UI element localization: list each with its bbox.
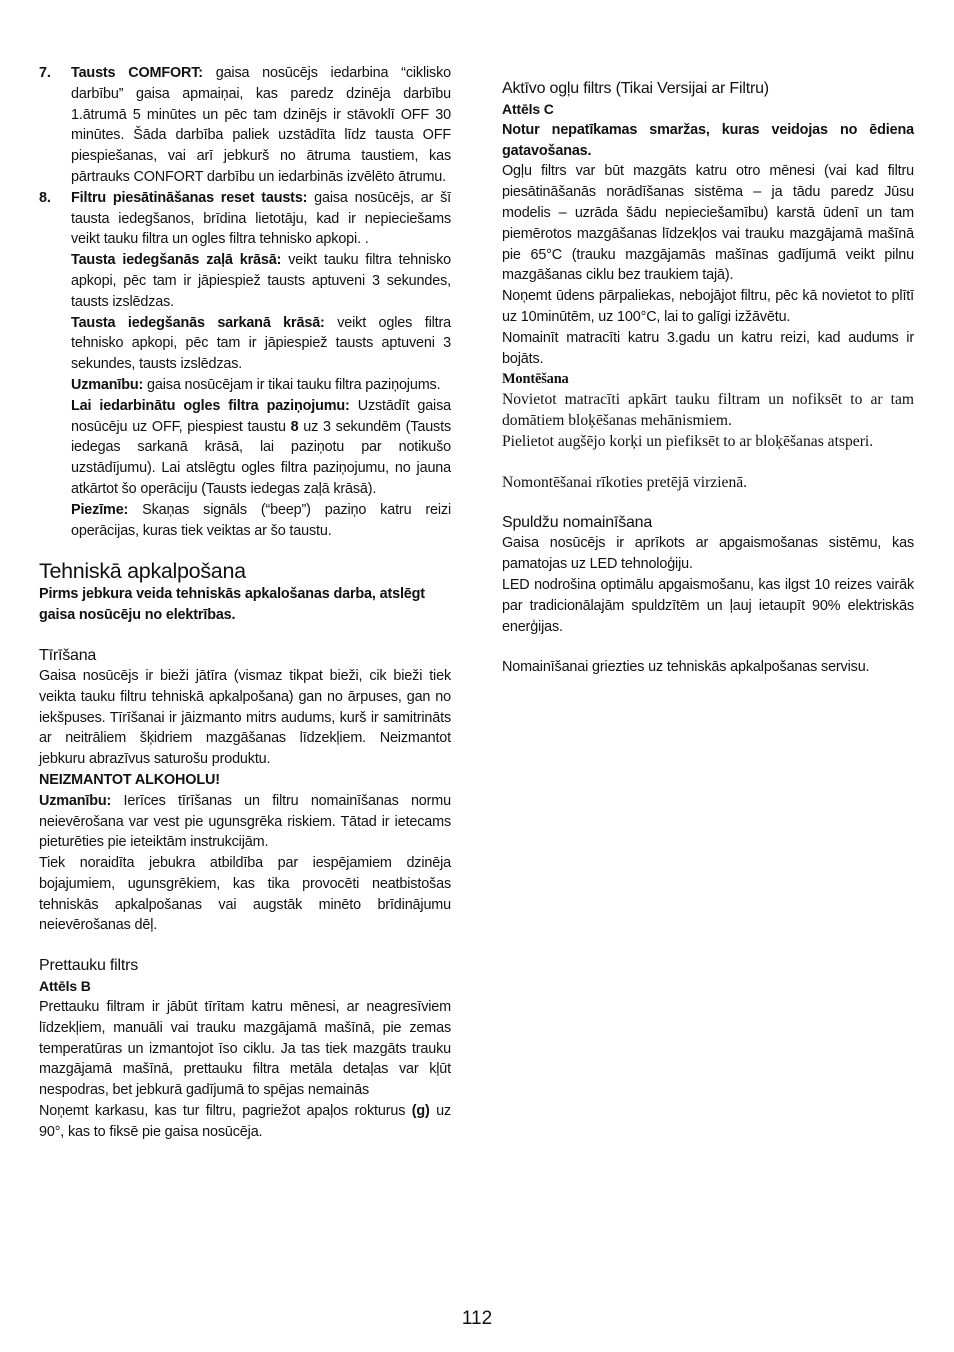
carbon-figure-ref: Attēls C xyxy=(502,101,554,117)
cleaning-attention-label: Uzmanību: xyxy=(39,792,112,809)
red-light-text: veikt ogles filtra tehnisko apkopi, pēc tam ir jāpiespiež tausts aptuveni 3 sekundes, tausts izslēdzas. xyxy=(71,314,452,373)
led-paragraph: LED nodrošina optimālu apgaismošanu, kas ilgst 10 reizes vairāk par tradicionālajām spuldzītēm un ļauj ietaupīt 90% elektriskās enerģijas. xyxy=(502,576,914,635)
grease-removal-text-cont: uz 90°, kas to fiksē pie gaisa nosūcēja. xyxy=(39,1103,451,1140)
green-light-label: Tausta iedegšanās zaļā krāsā: xyxy=(71,252,282,269)
note-text: Skaņas signāls (“beep”) paziņo katru reizi operācijas, kuras tiek veiktas ar šo taustu. xyxy=(71,501,451,539)
liability-paragraph: Tiek noraidīta jebukra atbildība par iespējamiem dzinēja bojajumiem, ugunsgrēkiem, kas tika provocēti neatbistošas tehniskās apkalpošanas vai augstāk minēto brīdinājumu neievērošanas dēļ. xyxy=(39,855,451,934)
activate-paragraph xyxy=(71,396,451,500)
no-alcohol-warning: NEIZMANTOT ALKOHOLU! xyxy=(39,771,220,788)
filter-reset-paragraph xyxy=(71,188,451,250)
carbon-summary: Notur nepatīkamas smaržas, kuras veidojas no ēdiena gatavošanas. xyxy=(502,121,914,159)
green-light-text: veikt tauku filtra tehnisko apkopi, pēc tam ir jāpiespiež tausts aptuveni 3 sekundes, tausts izslēdzas. xyxy=(71,252,451,310)
filter-reset-label: Filtru piesātināšanas reset tausts: xyxy=(71,189,308,206)
activate-key: 8 xyxy=(290,418,299,435)
carbon-replace-paragraph: Nomainīt matracīti katru 3.gadu un katru reizi, kad audums ir bojāts. xyxy=(502,329,914,367)
red-light-paragraph xyxy=(71,313,451,375)
red-light-label: Tausta iedegšanās sarkanā krāsā: xyxy=(71,314,325,331)
right-column xyxy=(502,79,914,678)
bulbs-heading: Spuldžu nomainīšana xyxy=(502,514,653,532)
activate-text: Uzstādīt gaisa nosūcēju uz OFF, piespiest taustu xyxy=(71,397,451,435)
attention-text: gaisa nosūcējam ir tikai tauku filtra paziņojums. xyxy=(143,376,441,393)
bulbs-paragraph: Gaisa nosūcējs ir aprīkots ar apgaismošanas sistēmu, kas pamatojas uz LED tehnoloģiju. xyxy=(502,535,914,573)
carbon-drying-paragraph: Noņemt ūdens pārpaliekas, nebojājot filtru, pēc kā novietot to plītī uz 10minūtēm, uz 100°C, lai to galīgi izžāvētu. xyxy=(502,288,914,325)
green-light-paragraph xyxy=(71,250,451,312)
list-number: 7. xyxy=(39,65,51,81)
attention-label: Uzmanību: xyxy=(71,376,144,393)
grease-removal-text: Noņemt karkasu, kas tur filtru, pagriežot apaļos rokturus xyxy=(39,1103,412,1120)
grease-paragraph: Prettauku filtram ir jābūt tīrītam katru mēnesi, ar neagresīviem līdzekļiem, manuāli vai trauku mazgājamā mašīnā, pie zemas temperatūras un izmantojot īso ciklu. Ja tas tiek mazgāts trauku mazgājamā mašīnā, prettauku filtra metāla detaļas var kļūt nespodras, bet jebkurā gadījumā to spējas nemainās xyxy=(39,999,451,1099)
comfort-text: gaisa nosūcējs iedarbina “ciklisko darbību” gaisa apmaiņai, kas paredz dzinēja darbību 1.ātrumā 5 minūtes un pēc tam dzinējs ir stāvoklī OFF 30 minūtes. Šāda darbība paliek uzstādīta līdz tausta OFF piespiešanas, vai arī jebkurš no ātruma taustiem, kas pārtrauks CONFORT darbību un iedarbinās izvēlēto ātrumu. xyxy=(71,65,451,185)
comfort-paragraph xyxy=(71,63,451,188)
list-item-comfort xyxy=(39,63,451,188)
left-column xyxy=(39,63,451,1143)
list-number: 8. xyxy=(39,189,51,206)
list-item-filter-reset xyxy=(39,188,451,542)
mounting-heading: Montēšana xyxy=(502,371,569,388)
grease-filter-heading: Prettauku filtrs xyxy=(39,957,139,975)
grease-figure-ref: Attēls B xyxy=(39,978,91,995)
filter-reset-text: gaisa nosūcējs, ar šī tausta iedegšanos, brīdina lietotāju, kad ir nepieciešams veikt tauku filtra un ogles filtra tehnisko apkopi. . xyxy=(71,189,451,248)
comfort-label: Tausts COMFORT: xyxy=(71,65,203,81)
attention-paragraph xyxy=(71,375,451,396)
dismounting-paragraph: Nomontēšanai rīkoties pretējā virzienā. xyxy=(502,474,748,492)
service-paragraph: Nomainīšanai griezties uz tehniskās apkalpošanas servisu. xyxy=(502,659,870,676)
note-label: Piezīme: xyxy=(71,501,129,518)
mounting-paragraph: Novietot matracīti apkārt tauku filtram un nofiksēt to ar tam domātiem bloķēšanas mehānismiem. xyxy=(502,391,914,430)
mounting-paragraph-2: Pielietot augšējo korķi un piefiksēt to ar bloķēšanas atsperi. xyxy=(502,433,874,451)
carbon-filter-heading: Aktīvo ogļu filtrs (Tikai Versijai ar Filtru) xyxy=(502,80,769,97)
note-paragraph xyxy=(71,500,451,542)
page-number: 112 xyxy=(461,1308,493,1329)
grease-removal-paragraph xyxy=(39,1101,451,1143)
cleaning-attention-text: Ierīces tīrīšanas un filtru nomainīšanas normu neievērošana var vest pie ugunsgrēka riskiem. Tātad ir ietecams pieturēties pie ieteiktām instrukcijām. xyxy=(39,792,451,851)
maintenance-warning: Pirms jebkura veida tehniskās apkalošanas darba, atslēgt gaisa nosūcēju no elektrības. xyxy=(39,586,425,624)
activate-text-cont: uz 3 sekundēm (Tausts iedegas sarkanā krāsā, lai paziņotu par notikušo uzstādījumu). Lai atslēgtu ogles filtra paziņojumu, no jauna atkārtot šo operāciju (Tausts iedegas zaļā krāsā). xyxy=(71,418,451,497)
cleaning-attention-paragraph xyxy=(39,791,451,853)
maintenance-heading: Tehniskā apkalpošana xyxy=(39,559,246,584)
grease-knob-ref: (g) xyxy=(411,1103,430,1120)
cleaning-paragraph: Gaisa nosūcējs ir bieži jātīra (vismaz tikpat bieži, cik bieži tiek veikta tauku filtru tehniskā apkalpošana) gan no ārpuses, gan no iekšpuses. Tīrīšanai ir jāizmanto mitrs audums, kurš ir samitrināts ar neitrāliem šķidriem mazgāšanas līdzekļiem. Neizmantot jebkuru abrazīvus saturošu produktu. xyxy=(39,667,451,768)
cleaning-heading: Tīrīšana xyxy=(39,646,97,664)
activate-label: Lai iedarbinātu ogles filtra paziņojumu: xyxy=(71,397,350,414)
carbon-paragraph: Ogļu filtrs var būt mazgāts katru otro mēnesi (vai kad filtru piesātināšanās norādīšanas sistēma – ja tādu paredz Jūsu modelis – uzrāda šādu nepieciešamību) karstā ūdenī un tam piemērotos mazgāšanas līdzekļos vai trauku mazgājamā mašīnā pie 65°C (trauku mazgājamās mašīnas gadījumā veikt pilnu mazgāšanas ciklu bez traukiem tajā). xyxy=(502,163,914,284)
